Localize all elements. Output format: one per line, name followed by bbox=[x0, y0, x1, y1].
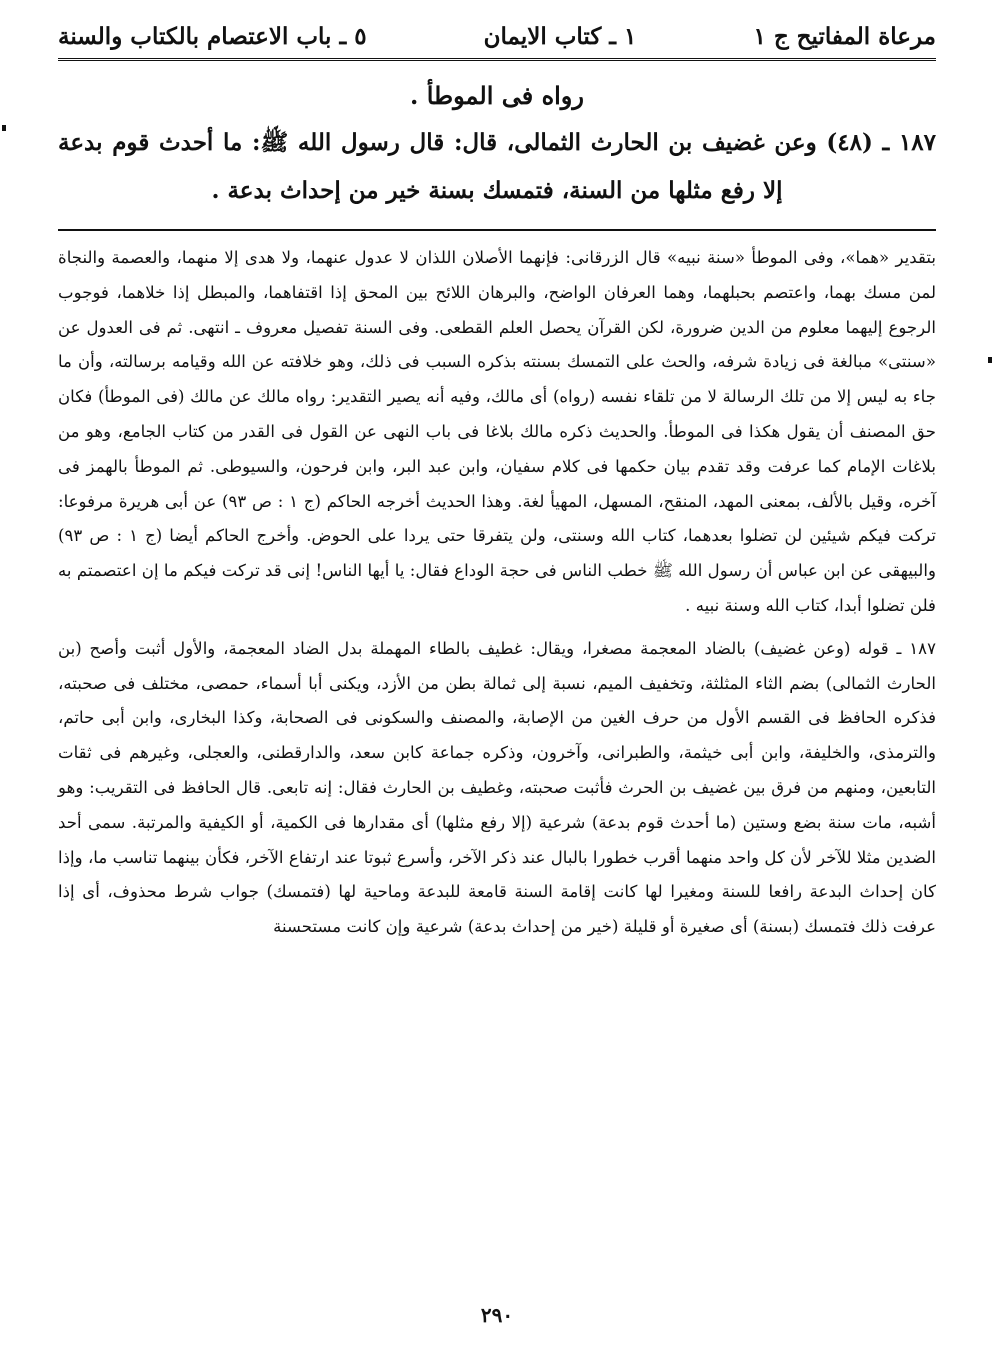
scan-edge-mark bbox=[2, 125, 6, 131]
section-divider bbox=[58, 229, 936, 231]
header-book-title: مرعاة المفاتيح ج ١ bbox=[753, 22, 936, 50]
scan-edge-mark bbox=[988, 357, 992, 363]
commentary-paragraph: ١٨٧ ـ قوله (وعن غضيف) بالضاد المعجمة مصغرا، ويقال: غطيف بالطاء المهملة بدل الضاد المعجمة، والأول أثبت وأصح (بن الحارث الثمالى) بضم الثاء المثلثة، وتخفيف الميم، نسبة إلى ثمالة بطن من الأزد، ويكنى أبا أسماء، حمصى، مختلف فى صحبته، فذكره الحافظ فى القسم الأول من حرف الغين من الإصابة، والمصنف والسكونى فى الصحابة، وكذا البخارى، وابن أبى حاتم، والترمذى، والخليفة، وابن أبى خيثمة، والطبرانى، وآخرون، وذكره جماعة كابن سعد، والدارقطنى، والعجلى، وغيرهم فى ثقات التابعين، ومنهم من فرق بين غضيف بن الحرث فأثبت صحبته، وغطيف بن الحارث فقال: إنه تابعى. قال الحافظ فى التقريب: وهو أشبه، مات سنة بضع وستين (ما أحدث قوم بدعة) شرعية (إلا رفع مثلها) أى مقدارها فى الكمية، أو الكيفية والمرتبة. سمى أحد الضدين مثلا للآخر لأن كل واحد منهما أقرب خطورا بالبال عند ذكر الآخر، وأسرع ثبوتا عند ارتفاع الآخر، فكأن بينهما تناسب ما، وإذا كان إحداث البدعة رافعا للسنة ومغيرا لها كانت إقامة السنة قامعة للبدعة وماحية لها (فتمسك) جواب شرط محذوف، أى إذا عرفت ذلك فتمسك (بسنة) أى صغيرة أو قليلة (خير من إحداث بدعة) شرعية وإن كانت مستحسنة bbox=[58, 638, 936, 937]
header-chapter-title: ١ ـ كتاب الايمان bbox=[483, 22, 637, 50]
hadith-block bbox=[58, 73, 936, 215]
page-number: ٢٩٠ bbox=[480, 1303, 514, 1327]
hadith-text: ١٨٧ ـ (٤٨) وعن غضيف بن الحارث الثمالى، قال: قال رسول الله ﷺ: ما أحدث قوم بدعة إلا رفع مثلها من السنة، فتمسك بسنة خير من إحداث بدعة . bbox=[58, 129, 937, 204]
hadith-source-line: رواه فى الموطأ . bbox=[410, 81, 584, 110]
commentary-paragraph: بتقدير «هما»، وفى الموطأ «سنة نبيه» قال الزرقانى: فإنهما الأصلان اللذان لا عدول عنهما، ولا هدى إلا منهما، والعصمة والنجاة لمن مسك بهما، واعتصم بحبلهما، وهما العرفان الواضح، والبرهان اللائح بين المحق إذا اقتفاهما، والمبطل إذا خلاهما، فوجوب الرجوع إليهما معلوم من الدين ضرورة، لكن القرآن يحصل العلم القطعى. وفى السنة تفصيل معروف ـ انتهى. ثم فى العدول عن «سنتى» مبالغة فى زيادة شرفه، والحث على التمسك بسنته بذكره السبب فى ذلك، وهو خلافته عن الله وقيامه برسالته، وأن ما جاء به ليس إلا من تلك الرسالة لا من تلقاء نفسه (رواه) أى مالك، وفيه أنه يصير التقدير: رواه مالك عن مالك (فى الموطأ) فكان حق المصنف أن يقول هكذا فى الموطأ. والحديث ذكره مالك بلاغا فى باب النهى عن القول فى القدر من كتاب الجامع، وهو من بلاغات الإمام كما عرفت وقد تقدم بيان حكمها فى كلام سفيان، وابن عبد البر، وابن فرحون، والسيوطى. ثم الموطأ بالهمز فى آخره، وقيل بالألف، بمعنى المهد، المنقح، المسهل، المهيأ لغة. وهذا الحديث أخرجه الحاكم (ج ١ : ص ٩٣) عن أبى هريرة مرفوعا: تركت فيكم شيئين لن تضلوا بعدهما، كتاب الله وسنتى، ولن يتفرقا حتى يردا على الحوض. وأخرج الحاكم أيضا (ج ١ : ص ٩٣) والبيهقى عن ابن عباس أن رسول الله ﷺ خطب الناس فى حجة الوداع فقال: يا أيها الناس! إنى قد تركت فيكم ما إن اعتصمتم به فلن تضلوا أبدا، كتاب الله وسنة نبيه . bbox=[58, 248, 937, 615]
header-section-title: ٥ ـ باب الاعتصام بالكتاب والسنة bbox=[58, 22, 367, 50]
running-header bbox=[58, 14, 936, 61]
commentary-section bbox=[58, 241, 936, 945]
